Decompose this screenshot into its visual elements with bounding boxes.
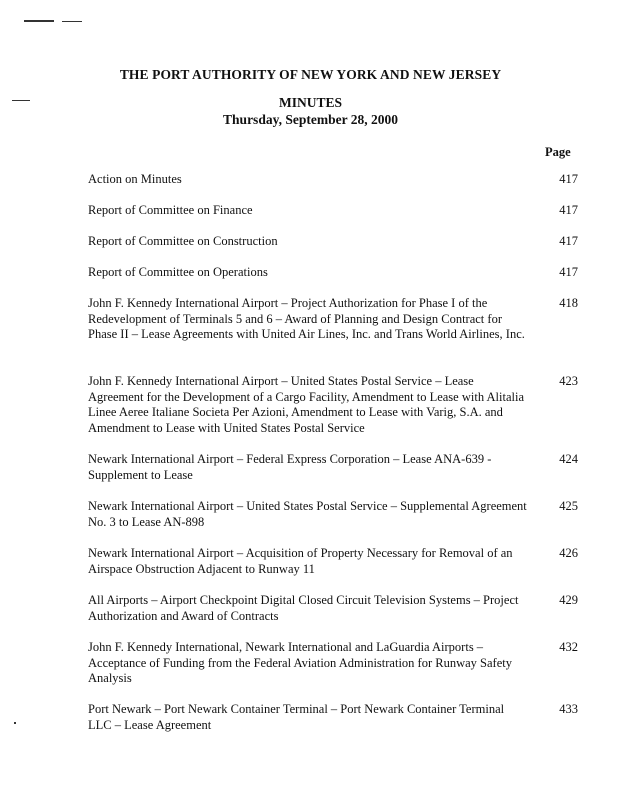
toc-entry-page: 417 xyxy=(559,203,578,217)
organization-title: THE PORT AUTHORITY OF NEW YORK AND NEW JERSEY xyxy=(119,67,502,82)
toc-entry-page: 417 xyxy=(559,265,578,279)
toc-entry-title: Report of Committee on Operations xyxy=(88,265,268,279)
scan-artifact xyxy=(14,722,16,724)
toc-entry-page: 424 xyxy=(559,452,578,466)
toc-entry-title: All Airports – Airport Checkpoint Digital Closed Circuit Television Systems – Project Authorization and Award of Contracts xyxy=(88,593,519,623)
toc-entry-title: John F. Kennedy International Airport – Project Authorization for Phase I of the Redevelopment of Terminals 5 and 6 – Award of Planning and Design Contract for Phase II – Lease Agreements with United Air Lines, Inc. and Trans World Airlines, Inc. xyxy=(88,296,525,342)
toc-entry-page: 417 xyxy=(559,234,578,248)
toc-entry-page: 432 xyxy=(559,640,578,654)
toc-entry-title: John F. Kennedy International, Newark International and LaGuardia Airports – Acceptance of Funding from the Federal Aviation Administration for Runway Safety Analysis xyxy=(88,640,512,686)
document-title: MINUTES xyxy=(278,95,342,110)
scan-artifact xyxy=(24,20,54,22)
toc-entry-page: 423 xyxy=(559,374,578,388)
toc-entry-title: Newark International Airport – Federal Express Corporation – Lease ANA-639 - Supplement to Lease xyxy=(88,452,492,482)
toc-entry-page: 433 xyxy=(559,702,578,716)
scan-artifact xyxy=(62,21,82,22)
toc-entry-page: 417 xyxy=(559,172,578,186)
toc-entry-title: John F. Kennedy International Airport – United States Postal Service – Lease Agreement for the Development of a Cargo Facility, Amendment to Lease with Alitalia Linee Aeree Italiane Societa Per Azioni, Amendment to Lease with Varig, S.A. and Amendment to Lease with United States Postal Service xyxy=(88,374,524,435)
page-column-header: Page xyxy=(545,145,571,159)
toc-entry-page: 418 xyxy=(559,296,578,310)
toc-entry-title: Report of Committee on Finance xyxy=(88,203,253,217)
toc-entry-page: 425 xyxy=(559,499,578,513)
toc-entry-title: Newark International Airport – United States Postal Service – Supplemental Agreement No. 3 to Lease AN-898 xyxy=(88,499,527,529)
toc-entry-page: 426 xyxy=(559,546,578,560)
toc-entry-title: Port Newark – Port Newark Container Terminal – Port Newark Container Terminal LLC – Lease Agreement xyxy=(88,702,505,732)
toc-entry-title: Newark International Airport – Acquisition of Property Necessary for Removal of an Airspace Obstruction Adjacent to Runway 11 xyxy=(88,546,513,576)
toc-entry-title: Action on Minutes xyxy=(88,172,182,186)
meeting-date: Thursday, September 28, 2000 xyxy=(223,112,398,127)
toc-entry-page: 429 xyxy=(559,593,578,607)
toc-entry-title: Report of Committee on Construction xyxy=(88,234,278,248)
